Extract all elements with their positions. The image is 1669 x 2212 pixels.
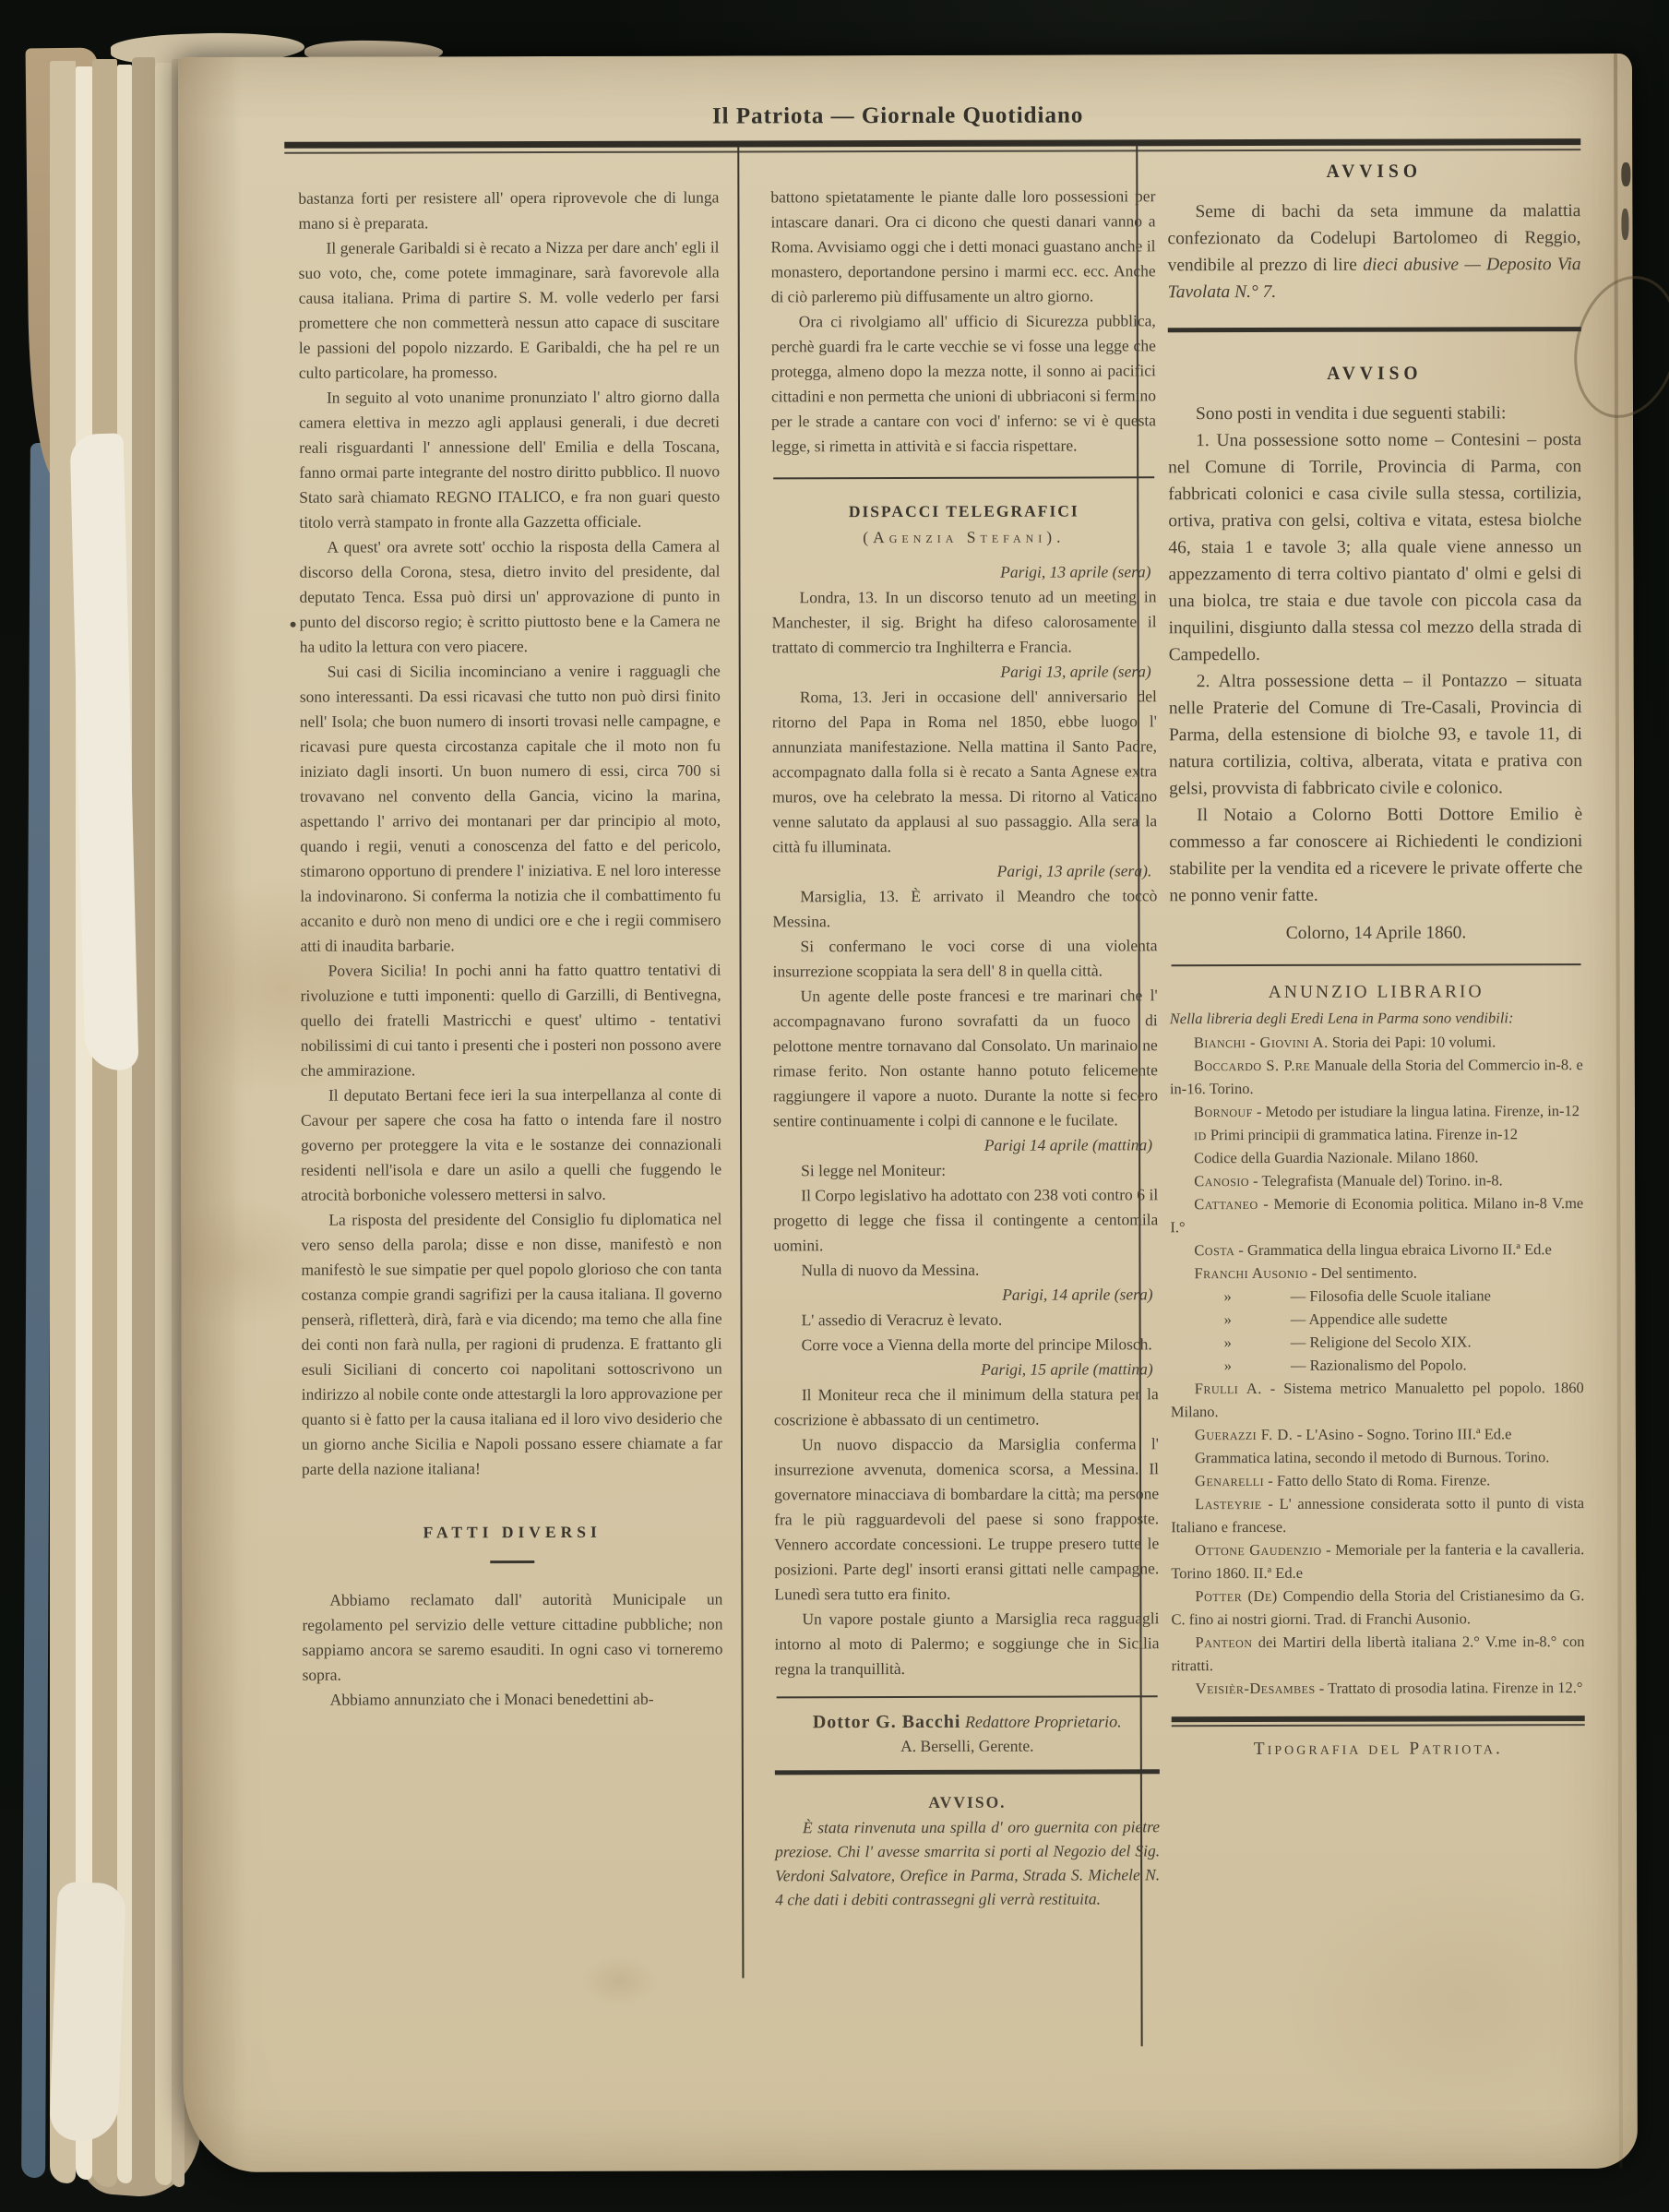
notice-dateline: Colorno, 14 Aprile 1860. xyxy=(1285,923,1467,943)
imprint-line xyxy=(775,1708,1160,1735)
dispatch-paragraph: Roma, 13. Jeri in occasione dell' anniversario del ritorno del Papa in Roma nel 1850, ebbe luogo l' annunziata manifestazione. Nella mattina il Santo Padre, accompagnato dalla folla si è recato a Santa Agnese extra muros, ove ha celebrato la messa. Di ritorno al Vaticano venne salutato da applausi al suo passaggio. Alla sera la città fu illuminata. xyxy=(771,687,1158,856)
ink-smudge xyxy=(1621,162,1630,186)
column-divider xyxy=(737,146,744,1978)
notice-body: È stata rinvenuta una spilla d' oro guernita con pietre preziose. Chi l' avesse smarrita si porti al Negozio del Sig. Verdoni Salvatore, Orefice in Parma, Strada S. Michele N. 4 che dati i debiti contrassegni gli verrà restituita. xyxy=(775,1817,1161,1909)
dispatch-dateline: Parigi, 13 aprile (sera) xyxy=(1000,562,1151,581)
dispatch-paragraph: Un nuovo dispaccio da Marsiglia conferma l' insurrezione avvenuta, domenica scorsa, a Messina. Il governatore minacciava di bombardare la città; ma persone fra le più ragguardevoli del paese si sono frapposte. Vennero accordate concessioni. Le truppe presero tutte le posizioni. Parte degl' insorti eransi gittati nelle campagne. Lunedì sera tutto era finito. xyxy=(773,1434,1160,1604)
article-paragraph: Povera Sicilia! In pochi anni ha fatto quattro tentativi di rivoluzione e tutti imponenti: quello di Garzilli, di Bentivegna, quello dei fratelli Mastricchi e quest' ultimo - tentativi nobilissimi di cui tanto i presenti che i posteri non possono avere che ammirazione. xyxy=(300,960,721,1080)
newspaper-masthead: Il Patriota — Giornale Quotidiano xyxy=(711,102,1084,129)
dispatch-paragraph: Un vapore postale giunto a Marsiglia reca ragguagli intorno al moto di Palermo; e soggiunge che in Sicilia regna la tranquillità. xyxy=(774,1608,1160,1679)
dispatch-dateline: Parigi 14 aprile (mattina) xyxy=(984,1135,1153,1154)
book-entry: Panteon dei Martiri della libertà italiana 2.° V.me in-8.° con ritratti. xyxy=(1171,1632,1585,1675)
book-entry: Potter (De) Compendio della Storia del Cristianesimo da G. C. fino ai nostri giorni. Trad. di Franchi Ausonio. xyxy=(1171,1586,1585,1629)
book-entry: Bornouf - Metodo per istudiare la lingua latina. Firenze, in-12 xyxy=(1193,1102,1580,1121)
book-entry: Boccardo S. P.re Manuale della Storia del Commercio in-8. e in-16. Torino. xyxy=(1169,1056,1583,1098)
page-edge-strip xyxy=(117,65,132,2183)
page-edge-strip xyxy=(50,61,76,2183)
editor-role: Redattore Proprietario. xyxy=(960,1712,1122,1731)
page-edge-strip xyxy=(92,59,117,2187)
book-entry: » — Razionalismo del Popolo. xyxy=(1223,1356,1467,1375)
dispatch-paragraph: L' assedio di Veracruz è levato. xyxy=(801,1309,1003,1330)
section-rule xyxy=(1168,327,1581,332)
article-paragraph: Sui casi di Sicilia incominciano a venire i ragguagli che sono interessanti. Da essi ricavasi che tutto non può dirsi finito nell' Isola; che buon numero di insorti trovasi nelle campagne, e ricavasi pure questa circostanza capitale che il moto non fu iniziato dagli insorti. Un buon numero di essi, circa 700 si trovavano nel convento della Gancia, vicino la marina, aspettando l' arrivo dei montanari per dar principio al moto, quando i regii, venuti a conoscenza del fatto e del pericolo, stimarono opportuno di prendere l' iniziativa. E nel loro interesse la indovinarono. Si conferma la notizia che il combattimento fu accanito e durò non meno di undici ore e che i regii commisero atti di inaudita barbarie. xyxy=(299,661,721,955)
dispatch-paragraph: Un agente delle poste francesi e tre marinari che l' accompagnavano furono sovrafatti da un fuoco di pelottone mentre tornavano dal Consolato. Un marinaio ne rimase ferito. Non ostante hanno potuto felicemente raggiungere il vapore a nuoto. Durante la notte si fecero sentire continuamente i colpi di cannone e le fucilate. xyxy=(772,986,1158,1130)
manager-name: A. Berselli, Gerente. xyxy=(900,1736,1034,1756)
article-paragraph: Ora ci rivolgiamo all' ufficio di Sicurezza pubblica, perchè guardi fra le carte vecchie se vi fosse una legge che protegga, almeno dopo la mezza notte, il sonno ai pacifici cittadini e non permetta che unioni di ubbriaconi si fermino per le strade a cantare con voci d' inferno: se vi è questa legge, si rimetta in attività e si faccia rispettare. xyxy=(770,311,1157,456)
book-entry: » — Religione del Secolo XIX. xyxy=(1223,1333,1472,1352)
book-entry: Guerazzi F. D. - L'Asino - Sogno. Torino III.ª Ed.e xyxy=(1194,1425,1512,1444)
book-entry: Ottone Gaudenzio - Memoriale per la fanteria e la cavalleria. Torino 1860. II.ª Ed.e xyxy=(1171,1540,1585,1583)
article-paragraph: bastanza forti per resistere all' opera riprovevole che di lunga mano si è preparata. xyxy=(298,187,720,233)
section-rule xyxy=(773,476,1154,479)
book-entry: Grammatica latina, secondo il metodo di Burnous. Torino. xyxy=(1194,1448,1550,1467)
column-middle xyxy=(770,184,1160,1911)
printer-imprint: Tipografia del Patriota. xyxy=(1253,1739,1503,1760)
book-entry: Canosio - Telegrafista (Manuale del) Torino. in-8. xyxy=(1194,1171,1503,1190)
dispatch-paragraph: Si confermano le voci corse di una violenta insurrezione scoppiata la sera dell' 8 in quella città. xyxy=(772,936,1158,981)
margin-mark xyxy=(291,622,296,628)
book-entry: Veisièr-Desambes - Trattato di prosodia latina. Firenze in 12.° xyxy=(1195,1679,1583,1698)
article-paragraph: A quest' ora avrete sott' occhio la risposta della Camera al discorso della Corona, stesa, dietro invito del presidente, dal deputato Tenca. Essa può dirsi un' approvazione di punto in punto del discorso regio; è scritto piuttosto bene e la Camera ne ha udito la lettura con vero piacere. xyxy=(299,536,721,656)
notice-heading-avviso-2: AVVISO xyxy=(1327,363,1423,385)
dispatch-paragraph: Il Moniteur reca che il minimum della statura per la coscrizione è abbassato di un centimetro. xyxy=(773,1384,1159,1429)
book-entry: Frulli A. - Sistema metrico Manualetto pel popolo. 1860 Milano. xyxy=(1170,1379,1584,1421)
dispatch-dateline: Parigi, 14 aprile (sera) xyxy=(1002,1285,1153,1304)
section-divider xyxy=(490,1560,534,1563)
article-paragraph: Il generale Garibaldi si è recato a Nizza per dare anch' egli il suo voto, che, come potete immaginare, sarà favorevole alla causa italiana. Prima di partire S. M. volle vederlo per farsi promettere che non commetterà nessun atto capace di suscitare le passioni del popolo nizzardo. E Garibaldi, che ha pel re un culto particolare, ha promesso. xyxy=(298,237,720,382)
dispatch-paragraph: Il Corpo legislativo ha adottato con 238 voti contro 6 il progetto di legge che fissa il contingente a centomila uomini. xyxy=(773,1185,1159,1255)
newspaper-page xyxy=(178,54,1638,2172)
section-rule xyxy=(1172,963,1581,966)
article-paragraph: Abbiamo reclamato dall' autorità Municipale un regolamento pel servizio delle vetture cittadine pubbliche; non sappiamo ancora se saremo esauditi. In ogni caso vi torneremo sopra. xyxy=(302,1589,723,1684)
notice-body-plain: Seme di bachi da seta immune da malattia confezionato da Codelupi Bartolomeo di Reggio, vendibile al prezzo di lire xyxy=(1167,201,1581,276)
dispatch-paragraph: Londra, 13. In un discorso tenuto ad un meeting in Manchester, il sig. Bright ha difeso calorosamente il trattato di commercio tra Inghilterra e Francia. xyxy=(771,587,1157,657)
dispatch-dateline: Parigi, 13 aprile (sera). xyxy=(996,861,1152,880)
sale-intro: Sono posti in vendita i due seguenti stabili: xyxy=(1195,403,1507,424)
book-entry: Cattaneo - Memorie di Economia politica. Milano in-8 V.me I.° xyxy=(1170,1194,1584,1237)
footer-rule xyxy=(1172,1716,1585,1727)
editor-name: Dottor G. Bacchi xyxy=(812,1711,961,1733)
notice-body-italic: dieci abusive — Deposito Via Tavolata N.° 7. xyxy=(1167,255,1581,303)
book-entry: » — Appendice alle sudette xyxy=(1223,1309,1448,1329)
dispatch-dateline: Parigi, 15 aprile (mattina) xyxy=(981,1359,1153,1379)
page-edge-strip xyxy=(132,57,155,2189)
section-heading-anunzio: ANUNZIO LIBRARIO xyxy=(1268,982,1484,1002)
ink-smudge xyxy=(1621,209,1628,240)
book-entry: Costa - Grammatica della lingua ebraica Livorno II.ª Ed.e xyxy=(1194,1240,1552,1260)
section-heading-fatti-diversi: FATTI DIVERSI xyxy=(423,1522,602,1542)
article-paragraph: Abbiamo annunziato che i Monaci benedettini ab- xyxy=(329,1689,654,1709)
book-entry: Lasteyrie - L' annessione considerata sotto il punto di vista Italiano e francese. xyxy=(1171,1494,1585,1536)
dispatch-paragraph: Nulla di nuovo da Messina. xyxy=(801,1260,980,1280)
masthead-rule-bottom xyxy=(775,1769,1160,1775)
page-edge-strip xyxy=(155,63,172,2185)
book-entry: Franchi Ausonio - Del sentimento. xyxy=(1194,1263,1417,1283)
dispatch-paragraph: Marsiglia, 13. È arrivato il Meandro che toccò Messina. xyxy=(772,886,1158,931)
book-entry: » — Filosofia delle Scuole italiane xyxy=(1223,1286,1491,1306)
section-subheading-agenzia: (Agenzia Stefani). xyxy=(863,527,1066,547)
book-entry: Bianchi - Giovini A. Storia dei Papi: 10 volumi. xyxy=(1193,1033,1496,1052)
book-entry: Codice della Guardia Nazionale. Milano 1860. xyxy=(1194,1148,1479,1167)
masthead-rule-top xyxy=(777,1695,1158,1698)
book-entry: id Primi principii di grammatica latina. Firenze in-12 xyxy=(1194,1125,1519,1144)
bookseller-intro: Nella libreria degli Eredi Lena in Parma sono vendibili: xyxy=(1169,1009,1514,1028)
loose-page-edge xyxy=(49,1882,126,2142)
article-paragraph: In seguito al voto unanime pronunziato l' altro giorno dalla camera elettiva in mezzo agli applausi generali, i due decreti reali risguardanti l' annessione dell' Emilia e della Toscana, fanno ormai parte integrante del nostro diritto pubblico. Il nuovo Stato sarà chiamato REGNO ITALICO, e fra non guari questo titolo verrà stampato in fronte alla Gazzetta officiale. xyxy=(299,387,721,532)
notice-heading-avviso-1: AVVISO xyxy=(1326,161,1423,183)
section-heading-dispacci: DISPACCI TELEGRAFICI xyxy=(848,501,1079,521)
article-paragraph: La risposta del presidente del Consiglio fu diplomatica nel vero senso della parola; disse e non disse, manifestò e non manifestò le sue simpatie per quel popolo glorioso che con tanta costanza compie grandi sagrifizi per la causa italiana. Il governo penserà, rifletterà, dirà, farà e via dicendo; ma temo che alla fine dei conti non farà nulla, per ragioni di prudenza. E frattanto gli esuli Siciliani di concerto coi napolitani sottoscrivono un indirizzo al nobile conte onde attestargli la loro approvazione per quanto si è fatto per la causa italiana ed il loro vivo desiderio che un giorno anche Sicilia e Napoli possano essere chiamate a far parte della nazione italiana! xyxy=(301,1209,722,1478)
notice-body xyxy=(1167,197,1580,305)
article-paragraph: Il deputato Bertani fece ieri la sua interpellanza al conte di Cavour per sapere che cosa ha fatto o intenda fare il nostro governo per proteggere la vita e le sostanze dei connazionali residenti nell'isola e dare un asilo a quelli che fuggendo le atrocità borboniche volessero mettersi in salvo. xyxy=(300,1084,722,1204)
sale-item: 2. Altra possessione detta – il Pontazzo – situata nelle Praterie del Comune di Tre-Casali, Provincia di Parma, della estensione di biolche 93, e tavole 11, di natura cortilizia, coltiva, alberata, vitata e prativa con gelsi, provvista di fabbricato civile e colonico. xyxy=(1168,671,1583,799)
notary-paragraph: Il Notaio a Colorno Botti Dottore Emilio è commesso a far conoscere ai Richiedenti le condizioni stabilite per la vendita ed a ricevere le private offerte che ne ponno venir fatte. xyxy=(1169,805,1583,906)
notice-heading: AVVISO. xyxy=(928,1792,1007,1811)
article-paragraph: battono spietatamente le piante dalle loro possessioni per intascare danari. Ora ci dicono che questi danari vanno a Roma. Avvisiamo oggi che i detti monaci guastano anche il monastero, deportandone persino i marmi ecc. ecc. Anche di ciò parleremo più diffusamente un altro giorno. xyxy=(770,186,1156,306)
book-entry: Genarelli - Fatto dello Stato di Roma. Firenze. xyxy=(1195,1471,1491,1490)
column-right xyxy=(1167,146,1585,1764)
dispatch-paragraph: Corre voce a Vienna della morte del principe Milosch. xyxy=(801,1334,1152,1355)
dispatch-dateline: Parigi 13, aprile (sera) xyxy=(1000,662,1151,681)
sale-item: 1. Una possessione sotto nome – Contesini – posta nel Comune di Torrile, Provincia di Parma, con fabbricati colonici e casa civile sulla stessa, cortilizia, ortiva, prativa con gelsi, coltiva e vitata, estesa biolche 46, staia 1 e tavole 3; alla quale viene annesso un appezzamento di terra coltivo piantato d' olmi e gelsi di una biolca, tre staia e due tavole con piccola casa da inquilini, disgiunto dalla stessa col mezzo della strada di Campedello. xyxy=(1168,430,1582,665)
dispatch-paragraph: Si legge nel Moniteur: xyxy=(801,1160,947,1180)
column-left xyxy=(298,185,722,1713)
page-edge-strip xyxy=(76,66,92,2180)
